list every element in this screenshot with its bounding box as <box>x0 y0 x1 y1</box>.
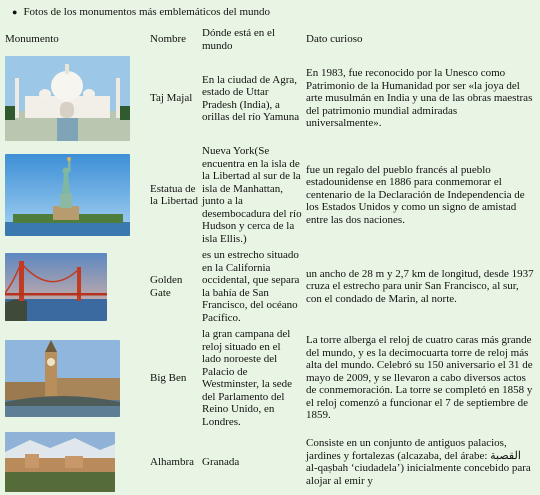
header-location: Dónde está en el mundo <box>202 27 275 52</box>
taj-mahal-photo <box>5 56 130 141</box>
table-row <box>4 55 536 142</box>
header-fact: Dato curioso <box>306 33 363 46</box>
monument-name: Taj Majal <box>150 92 193 105</box>
table-row <box>4 327 536 429</box>
alhambra-photo <box>5 432 115 492</box>
header-monument: Monumento <box>5 33 59 46</box>
golden-gate-photo-cell <box>4 248 147 325</box>
monument-fact: fue un regalo del pueblo francés al pueblo estadounidense en 1886 para conmemorar el centenario de la Declaración de Independencia de los Estados Unidos y como un signo de amistad entre las dos naciones. <box>306 163 525 226</box>
monument-location: es un estrecho situado en la California occidental, que separa la bahía de San Francisco, del océano Pacífico. <box>202 249 300 324</box>
monument-fact: En 1983, fue reconocido por la Unesco como Patrimonio de la Humanidad por ser «la joya del arte musulmán en India y una de las obras maestras del patrimonio mundial admiradas universalmente». <box>306 67 533 130</box>
monument-name: Alhambra <box>150 455 194 468</box>
monument-location: la gran campana del reloj situado en el lado noroeste del Palacio de Westminster, la sede del Parlamento del Reino Unido, en Londres. <box>202 328 293 428</box>
big-ben-photo-cell <box>4 327 147 429</box>
monument-name: Big Ben <box>150 371 187 384</box>
monument-location: En la ciudad de Agra, estado de Uttar Pradesh (India), a orillas del río Yamuna <box>202 73 300 123</box>
page-title: Fotos de los monumentos más emblemáticos del mundo <box>23 6 270 18</box>
table-row <box>4 144 536 246</box>
monument-location: Nueva York(Se encuentra en la isla de la Libertad al sur de la isla de Manhattan, junto a la desembocadura del río Hudson y cerca de la isla Ellis.) <box>202 145 302 245</box>
page-title-line <box>12 6 270 19</box>
bullet-icon: ● <box>12 7 18 17</box>
monument-name: Estatua de la Libertad <box>150 182 198 207</box>
monument-fact: Consiste en un conjunto de antiguos palacios, jardines y fortalezas (alcazaba, del árabe: القصبة al-qaṣbah ‘ciudadela’) inicialmente concebido para alojar al emir y <box>306 437 531 487</box>
table-row <box>4 431 536 493</box>
monuments-table <box>2 24 538 495</box>
alhambra-photo-cell <box>4 431 147 493</box>
header-name: Nombre <box>150 33 187 46</box>
table-header-row <box>4 26 536 53</box>
table-row <box>4 248 536 325</box>
monument-location: Granada <box>202 455 240 468</box>
monument-fact: un ancho de 28 m y 2,7 km de longitud, desde 1937 cruza el estrecho para unir San Francisco, al sur, con el condado de Marin, al norte. <box>306 267 534 305</box>
statue-of-liberty-photo-cell <box>4 144 147 246</box>
monument-fact: La torre alberga el reloj de cuatro caras más grande del mundo, y es la decimocuarta torre de reloj más alta del mundo. Celebró su 150 aniversario el 31 de mayo de 2009, y se llevaron a cabo diversos actos de conmemoración. La torre se completó en 1858 y el reloj comenzó a funcionar el 7 de septiembre de 1859. <box>306 334 533 422</box>
golden-gate-photo <box>5 253 107 321</box>
statue-of-liberty-photo <box>5 154 130 236</box>
monument-name: Golden Gate <box>150 274 183 299</box>
taj-mahal-photo-cell <box>4 55 147 142</box>
